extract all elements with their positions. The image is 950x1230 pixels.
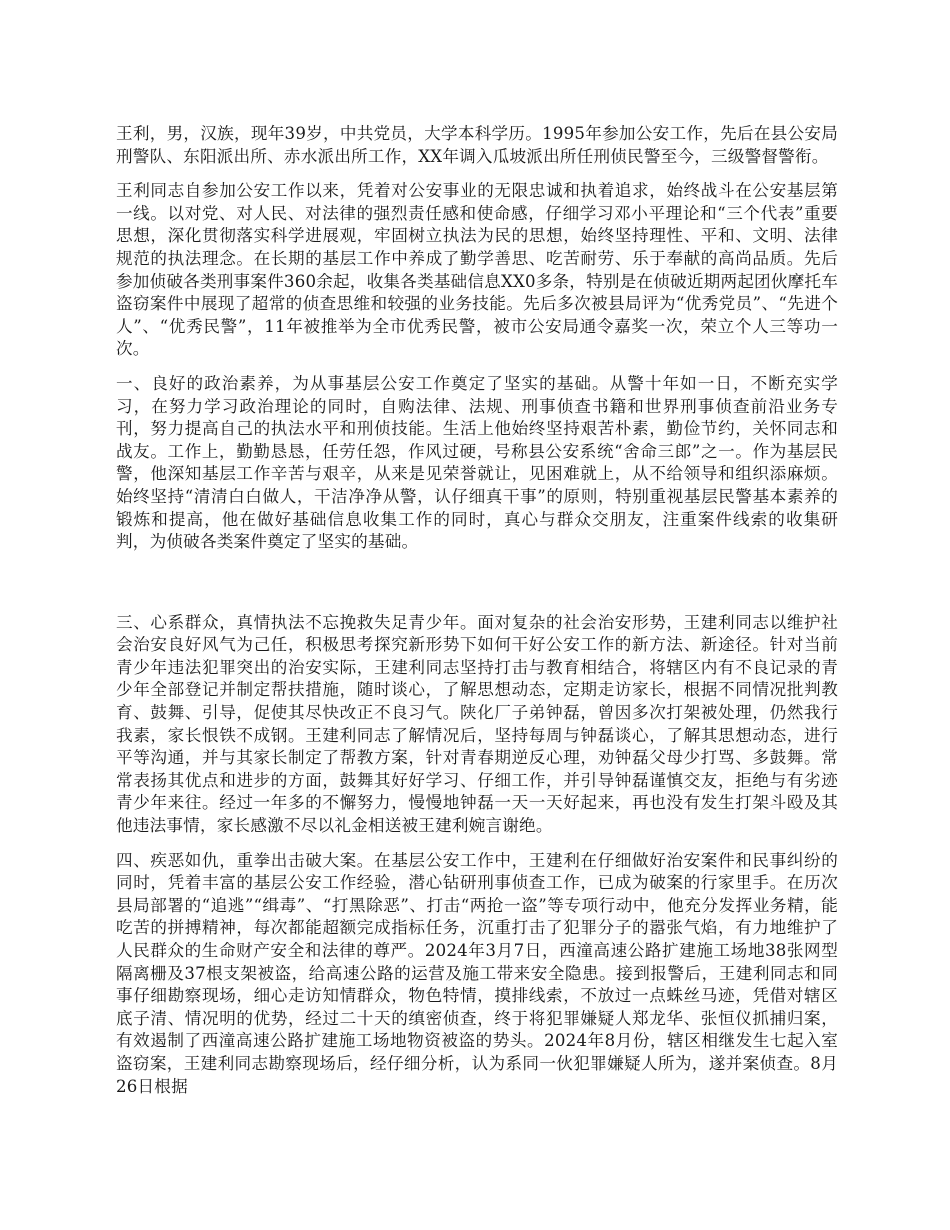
paragraph-profile: 王利，男，汉族，现年39岁，中共党员，大学本科学历。1995年参加公安工作，先后在县公安局刑警队、东阳派出所、赤水派出所工作，XX年调入瓜坡派出所任刑侦民警至今，三级警督警衔。 (116, 124, 838, 166)
paragraph-spacer (116, 361, 838, 373)
paragraph-spacer (116, 838, 838, 850)
paragraph-section-one: 一、良好的政治素养，为从事基层公安工作奠定了坚实的基础。从警十年如一日，不断充实学习，在努力学习政治理论的同时，自购法律、法规、刑事侦查书籍和世界刑事侦查前沿业务专刊，努力提高自己的执法水平和刑侦技能。生活上他始终坚持艰苦朴素，勤俭节约，关怀同志和战友。工作上，勤勤恳恳，任劳任怨，作风过硬，号称县公安系统“舍命三郎”之一。作为基层民警，他深知基层工作辛苦与艰辛，从来是见荣誉就让，见困难就上，从不给领导和组织添麻烦。始终坚持“清清白白做人，干洁净净从警，认仔细真干事”的原则，特别重视基层民警基本素养的锻炼和提高，他在做好基础信息收集工作的同时，真心与群众交朋友，注重案件线索的收集研判，为侦破各类案件奠定了坚实的基础。 (116, 373, 838, 552)
paragraph-summary: 王利同志自参加公安工作以来，凭着对公安事业的无限忠诚和执着追求，始终战斗在公安基层第一线。以对党、对人民、对法律的强烈责任感和使命感，仔细学习邓小平理论和“三个代表”重要思想，深化贯彻落实科学进展观，牢固树立执法为民的思想，始终坚持理性、平和、文明、法律规范的执法理念。在长期的基层工作中养成了勤学善思、吃苦耐劳、乐于奉献的高尚品质。先后参加侦破各类刑事案件360余起，收集各类基础信息XX0多条，特别是在侦破近期两起团伙摩托车盗窃案件中展现了超常的侦查思维和较强的业务技能。先后多次被县局评为“优秀党员”、“先进个人”、“优秀民警”，11年被推举为全市优秀民警，被市公安局通令嘉奖一次，荣立个人三等功一次。 (116, 181, 839, 359)
paragraph-spacer (116, 168, 838, 180)
document-body (116, 123, 838, 1098)
paragraph-section-four: 四、疾恶如仇，重拳出击破大案。在基层公安工作中，王建利在仔细做好治安案件和民事纠纷的同时，凭着丰富的基层公安工作经验，潜心钻研刑事侦查工作，已成为破案的行家里手。在历次县局部署的“追逃”“缉毒”、“打黑除恶”、打击“两抢一盗”等专项行动中，他充分发挥业务精，能吃苦的拼搏精神，每次都能超额完成指标任务，沉重打击了犯罪分子的嚣张气焰，有力地维护了人民群众的生命财产安全和法律的尊严。2024年3月7日，西潼高速公路扩建施工场地38张网型隔离栅及37根支架被盗，给高速公路的运营及施工带来安全隐患。接到报警后，王建利同志和同事仔细勘察现场，细心走访知情群众，物色特情，摸排线索，不放过一点蛛丝马迹，凭借对辖区底子清、情况明的优势，经过二十天的缜密侦查，终于将犯罪嫌疑人郑龙华、张恒仪抓捕归案，有效遏制了西潼高速公路扩建施工场地物资被盗的势头。2024年8月份，辖区相继发生七起入室盗窃案，王建利同志勘察现场后，经仔细分析，认为系同一伙犯罪嫌疑人所为，遂并案侦查。8月26日根据 (116, 850, 838, 1096)
paragraph-section-three: 三、心系群众，真情执法不忘挽救失足青少年。面对复杂的社会治安形势，王建利同志以维护社会治安良好风气为己任，积极思考探究新形势下如何干好公安工作的新方法、新途径。针对当前青少年违法犯罪突出的治安实际，王建利同志坚持打击与教育相结合，将辖区内有不良记录的青少年全部登记并制定帮扶措施，随时谈心，了解思想动态，定期走访家长，根据不同情况批判教育、鼓舞、引导，促使其尽快改正不良习气。陕化厂子弟钟磊，曾因多次打架被处理，仍然我行我素，家长恨铁不成钢。王建利同志了解情况后，坚持每周与钟磊谈心，了解其思想动态，进行平等沟通，并与其家长制定了帮教方案，针对青春期逆反心理，劝钟磊父母少打骂、多鼓舞。常常表扬其优点和进步的方面，鼓舞其好好学习、仔细工作，并引导钟磊谨慎交友，拒绝与有劣迹青少年来往。经过一年多的不懈努力，慢慢地钟磊一天一天好起来，再也没有发生打架斗殴及其他违法事情，家长感激不尽以礼金相送被王建利婉言谢绝。 (116, 612, 838, 836)
section-gap (116, 554, 838, 612)
